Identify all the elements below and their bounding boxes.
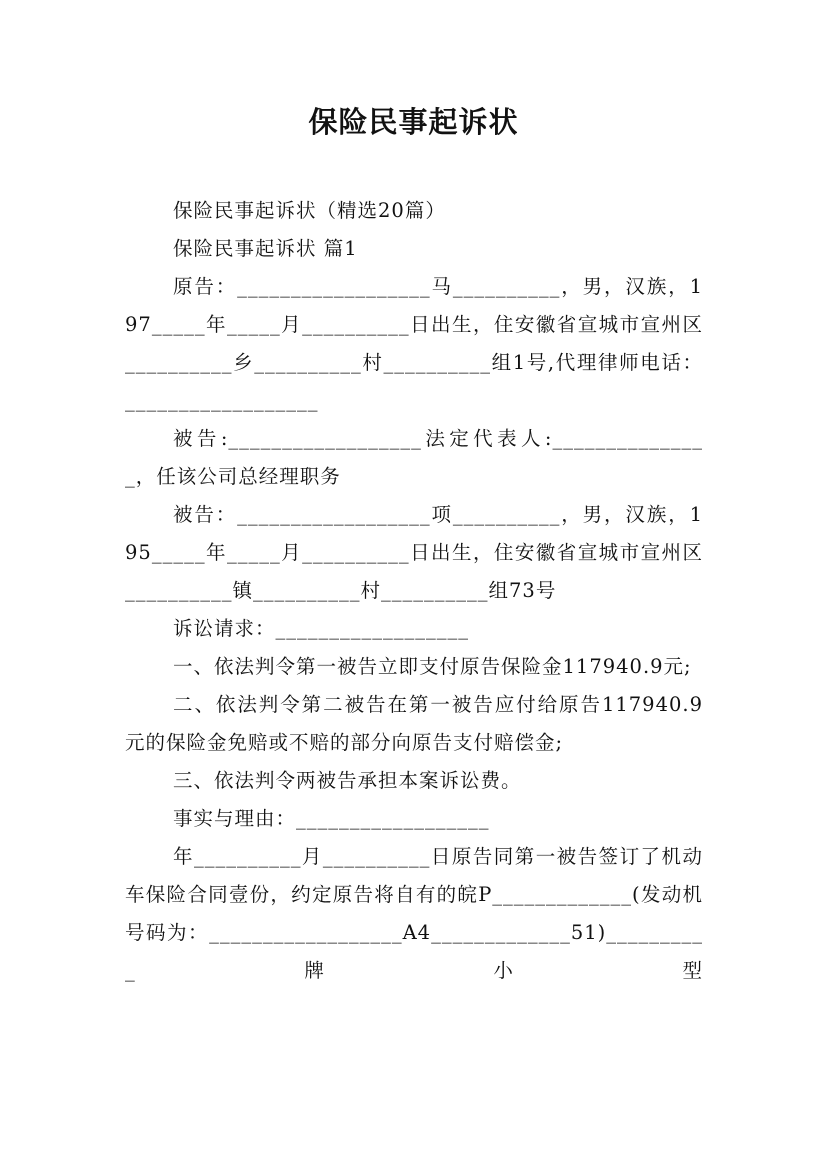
paragraph-plaintiff: 原告：__________________马__________，男，汉族，197_____年_____月__________日出生，住安徽省宣城市宣州区__________乡__________村__________组1号,代理律师电话：__________________ [125, 275, 703, 412]
paragraph-claims-heading: 诉讼请求：__________________ [173, 617, 470, 640]
paragraph-claim-1: 一、依法判令第一被告立即支付原告保险金117940.9元; [173, 655, 692, 678]
paragraph-facts-body: 年__________月__________日原告同第一被告签订了机动车保险合同壹份，约定原告将自有的皖P_____________(发动机号码为：__________________A4_____________51)__________牌小型 [125, 845, 703, 982]
paragraph-section-heading: 保险民事起诉状 篇1 [173, 237, 358, 260]
paragraph-defendant-2: 被告：__________________项__________，男，汉族，195_____年_____月__________日出生，住安徽省宣城市宣州区__________镇__________村__________组73号 [125, 503, 703, 602]
paragraph-subtitle: 保险民事起诉状（精选20篇） [173, 199, 446, 222]
paragraph-defendant-1: 被告:__________________法定代表人:_______________，任该公司总经理职务 [125, 427, 703, 488]
paragraph-claim-2: 二、依法判令第二被告在第一被告应付给原告117940.9元的保险金免赔或不赔的部分向原告支付赔偿金; [125, 693, 703, 754]
paragraph-facts-heading: 事实与理由：__________________ [173, 807, 490, 830]
document-body [125, 192, 703, 990]
document-title: 保险民事起诉状 [308, 105, 519, 139]
paragraph-claim-3: 三、依法判令两被告承担本案诉讼费。 [173, 769, 522, 792]
